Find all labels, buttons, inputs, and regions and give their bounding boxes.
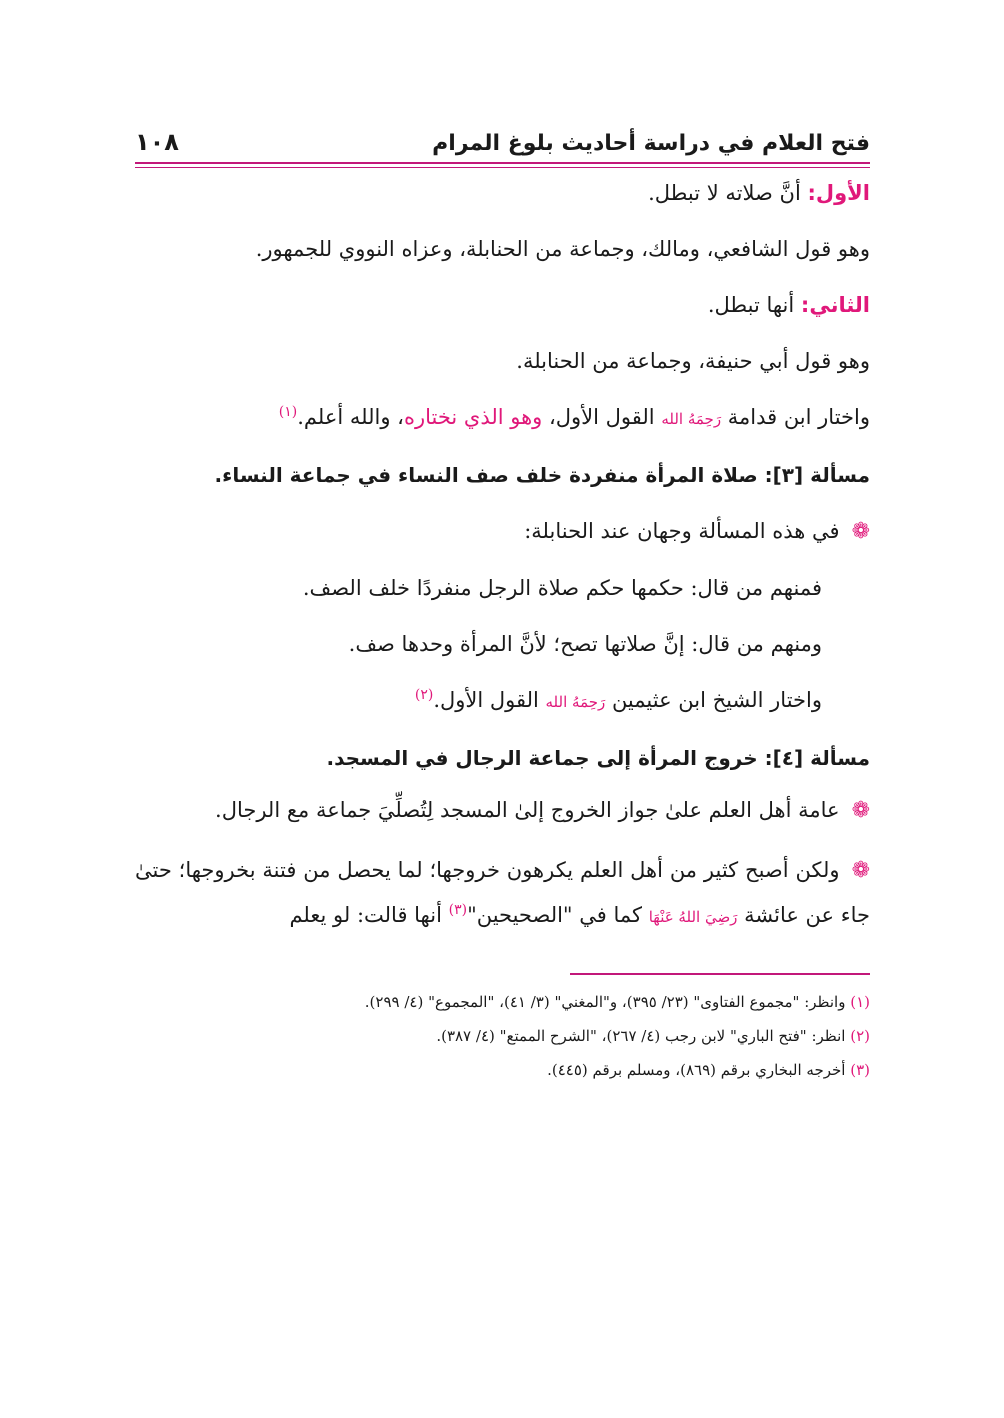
- footnote-text: وانظر: "مجموع الفتاوى" (٢٣/ ٣٩٥)، و"المغني" (٣/ ٤١)، "المجموع" (٤/ ٢٩٩).: [364, 993, 851, 1011]
- page-number: ١٠٨: [135, 128, 179, 156]
- footnote-ref-3[interactable]: (٣): [448, 902, 468, 918]
- text: أنَّ صلاته لا تبطل.: [648, 181, 808, 205]
- text: القول الأول،: [542, 405, 662, 429]
- flower-bullet-icon: ❁: [851, 798, 870, 823]
- paragraph-choice: [135, 402, 870, 434]
- paragraph-first-opinion: [135, 178, 870, 208]
- paragraph: وهو قول الشافعي، ومالك، وجماعة من الحنابلة، وعزاه النووي للجمهور.: [255, 237, 870, 261]
- footnote-text: أخرجه البخاري برقم (٨٦٩)، ومسلم برقم (٤٤٥).: [547, 1061, 851, 1079]
- text: واختار ابن قدامة: [721, 405, 870, 429]
- footnote-separator: [570, 973, 870, 975]
- text: ، والله أعلم.: [297, 405, 404, 429]
- paragraph: وهو قول أبي حنيفة، وجماعة من الحنابلة.: [516, 349, 870, 373]
- paragraph-second-opinion: [135, 290, 870, 320]
- footnote-number: (٣): [850, 1061, 870, 1079]
- flower-bullet-icon: ❁: [851, 519, 870, 544]
- flower-bullet-icon: ❁: [851, 858, 870, 883]
- section-title: خروج المرأة إلى جماعة الرجال في المسجد.: [326, 746, 765, 770]
- label-second: الثاني:: [800, 293, 870, 317]
- page-header: [135, 112, 870, 160]
- footnote-2: [135, 1023, 870, 1049]
- footnote-ref-1[interactable]: (١): [278, 404, 298, 420]
- bullet-paragraph: [135, 516, 870, 547]
- footnote-text: انظر: "فتح الباري" لابن رجب (٤/ ٢٦٧)، "الشرح الممتع" (٤/ ٣٨٧).: [436, 1027, 851, 1045]
- honorific: رَحِمَهُ الله: [661, 410, 722, 428]
- text: عامة أهل العلم علىٰ جواز الخروج إلىٰ المسجد لِتُصلِّيَ جماعة مع الرجال.: [215, 798, 840, 822]
- text: القول الأول.: [433, 688, 546, 712]
- section-label: مسألة [٣]:: [764, 463, 870, 487]
- text: أنها قالت: لو يعلم: [289, 903, 449, 927]
- page: [135, 112, 870, 1352]
- honorific: رَضِيَ اللهُ عَنْهَا: [648, 908, 738, 926]
- header-rule-thin: [135, 167, 870, 168]
- footnote-3: [135, 1057, 870, 1083]
- text: في هذه المسألة وجهان عند الحنابلة:: [524, 519, 840, 543]
- footnote-ref-2[interactable]: (٢): [414, 687, 434, 703]
- section-heading-4: [135, 743, 870, 773]
- paragraph: فمنهم من قال: حكمها حكم صلاة الرجل منفردًا خلف الصف.: [302, 576, 822, 600]
- emphasis-text: وهو الذي نختاره: [403, 405, 543, 429]
- text: واختار الشيخ ابن عثيمين: [605, 688, 822, 712]
- honorific: رَحِمَهُ الله: [545, 693, 606, 711]
- paragraph-choice: [135, 685, 870, 717]
- section-title: صلاة المرأة منفردة خلف صف النساء في جماعة النساء.: [214, 463, 765, 487]
- footnote-number: (٢): [850, 1027, 870, 1045]
- text: أنها تبطل.: [707, 293, 801, 317]
- book-title: فتح العلام في دراسة أحاديث بلوغ المرام: [432, 131, 870, 156]
- header-rule: [135, 162, 870, 164]
- footnote-1: [135, 989, 870, 1015]
- section-label: مسألة [٤]:: [764, 746, 870, 770]
- main-text: [135, 178, 870, 1083]
- text: ولكن أصبح كثير من أهل العلم يكرهون خروجها؛ لما يحصل من فتنة بخروجها؛ حتىٰ جاء عن عائشة: [135, 858, 870, 927]
- text: كما في "الصحيحين": [467, 903, 649, 927]
- bullet-paragraph: [135, 848, 870, 939]
- footnotes: [135, 989, 870, 1083]
- bullet-paragraph: [135, 795, 870, 826]
- label-first: الأول:: [807, 181, 870, 205]
- footnote-number: (١): [850, 993, 870, 1011]
- paragraph: ومنهم من قال: إنَّ صلاتها تصح؛ لأنَّ المرأة وحدها صف.: [348, 632, 822, 656]
- section-heading-3: [135, 460, 870, 490]
